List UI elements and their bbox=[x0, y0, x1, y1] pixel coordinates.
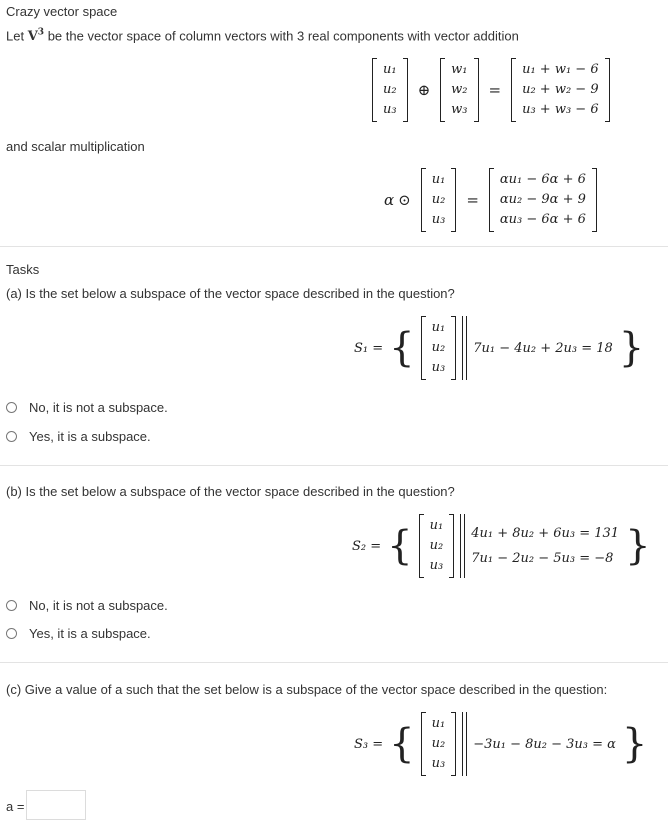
set-condition: 7u₁ − 4u₂ + 2u₃ = 18 bbox=[473, 340, 613, 356]
left-brace: { bbox=[389, 721, 415, 767]
vector-u bbox=[372, 58, 408, 122]
set-s3 bbox=[354, 712, 647, 776]
right-brace: } bbox=[618, 325, 645, 371]
such-that-bar bbox=[462, 316, 463, 380]
vector-entry: u₂ bbox=[431, 340, 446, 355]
radio-button[interactable] bbox=[6, 600, 17, 611]
divider bbox=[0, 246, 668, 247]
vector-entry: u₂ bbox=[431, 736, 446, 751]
alpha-answer-input[interactable] bbox=[26, 790, 86, 820]
vector-entry: u₂ bbox=[431, 192, 446, 207]
option-a-yes[interactable] bbox=[6, 429, 151, 444]
vector-entry: u₂ bbox=[383, 82, 397, 97]
set-s1 bbox=[354, 316, 644, 380]
right-brace: } bbox=[621, 721, 648, 767]
left-brace: { bbox=[387, 523, 413, 569]
scalar-text: and scalar multiplication bbox=[6, 139, 145, 154]
vector-entry: u₁ bbox=[431, 172, 446, 187]
vector-sum bbox=[511, 58, 610, 122]
vector-entry: αu₂ − 9α + 9 bbox=[499, 192, 586, 207]
intro-prefix: Let bbox=[6, 28, 25, 44]
vector-entry: u₁ bbox=[383, 62, 397, 77]
option-b-yes[interactable] bbox=[6, 626, 151, 641]
right-brace: } bbox=[625, 523, 651, 569]
question-a: (a) Is the set below a subspace of the vector space described in the question? bbox=[6, 286, 455, 301]
set-name: S₃ = bbox=[354, 736, 384, 752]
such-that-bar bbox=[466, 316, 467, 380]
vector-w bbox=[440, 58, 478, 122]
tasks-label: Tasks bbox=[6, 262, 40, 277]
vector-entry: u₃ bbox=[383, 102, 397, 117]
equals-symbol: = bbox=[488, 81, 502, 99]
question-c: (c) Give a value of a such that the set below is a subspace of the vector space described in the question: bbox=[6, 682, 608, 697]
scalar-equation bbox=[384, 168, 597, 232]
vector-entry: αu₁ − 6α + 6 bbox=[499, 172, 586, 187]
option-a-no[interactable] bbox=[6, 400, 168, 415]
equals-symbol: = bbox=[466, 191, 479, 209]
intro-text bbox=[6, 28, 519, 44]
space-letter: V bbox=[27, 29, 38, 45]
space-symbol bbox=[28, 29, 44, 44]
vector-u bbox=[421, 316, 457, 380]
set-condition: 7u₁ − 2u₂ − 5u₃ = −8 bbox=[471, 551, 614, 566]
vector-entry: u₁ bbox=[431, 716, 446, 731]
option-label: No, it is not a subspace. bbox=[29, 400, 168, 415]
radio-button[interactable] bbox=[6, 628, 17, 639]
vector-entry: u₁ + w₁ − 6 bbox=[522, 62, 599, 77]
vector-u bbox=[419, 514, 455, 578]
option-b-no[interactable] bbox=[6, 598, 168, 613]
vector-entry: w₁ bbox=[451, 62, 468, 77]
option-label: Yes, it is a subspace. bbox=[29, 626, 151, 641]
vector-entry: u₃ bbox=[429, 558, 444, 573]
vector-u bbox=[421, 168, 457, 232]
set-name: S₁ = bbox=[354, 340, 384, 356]
divider bbox=[0, 662, 668, 663]
such-that-bar bbox=[460, 514, 461, 578]
vector-entry: w₃ bbox=[451, 102, 468, 117]
vector-entry: u₃ bbox=[431, 756, 446, 771]
oplus-symbol: ⊕ bbox=[417, 81, 431, 99]
vector-entry: u₃ + w₃ − 6 bbox=[522, 102, 599, 117]
vector-entry: w₂ bbox=[451, 82, 468, 97]
radio-button[interactable] bbox=[6, 431, 17, 442]
set-s2 bbox=[352, 514, 651, 578]
vector-entry: u₁ bbox=[431, 320, 446, 335]
alpha-symbol: α bbox=[384, 191, 395, 209]
set-condition: −3u₁ − 8u₂ − 3u₃ = α bbox=[473, 736, 616, 752]
vector-entry: αu₃ − 6α + 6 bbox=[499, 212, 586, 227]
vector-entry: u₃ bbox=[431, 360, 446, 375]
left-brace: { bbox=[389, 325, 415, 371]
page-title: Crazy vector space bbox=[6, 4, 118, 19]
vector-entry: u₃ bbox=[431, 212, 446, 227]
option-label: Yes, it is a subspace. bbox=[29, 429, 151, 444]
answer-label: a = bbox=[6, 799, 25, 814]
vector-entry: u₂ + w₂ − 9 bbox=[522, 82, 599, 97]
space-dimension: 3 bbox=[37, 28, 45, 38]
radio-button[interactable] bbox=[6, 402, 17, 413]
question-b: (b) Is the set below a subspace of the vector space described in the question? bbox=[6, 484, 455, 499]
set-name: S₂ = bbox=[352, 538, 382, 554]
option-label: No, it is not a subspace. bbox=[29, 598, 168, 613]
vector-scaled bbox=[489, 168, 597, 232]
vector-entry: u₁ bbox=[429, 518, 444, 533]
set-condition: 4u₁ + 8u₂ + 6u₃ = 131 bbox=[471, 526, 620, 541]
odot-symbol: ⊙ bbox=[398, 191, 411, 209]
set-conditions bbox=[471, 526, 619, 566]
such-that-bar bbox=[462, 712, 463, 776]
divider bbox=[0, 465, 668, 466]
such-that-bar bbox=[464, 514, 465, 578]
vector-entry: u₂ bbox=[429, 538, 444, 553]
addition-equation bbox=[372, 58, 610, 122]
intro-suffix: be the vector space of column vectors with 3 real components with vector addition bbox=[47, 28, 519, 44]
vector-u bbox=[421, 712, 457, 776]
such-that-bar bbox=[466, 712, 467, 776]
